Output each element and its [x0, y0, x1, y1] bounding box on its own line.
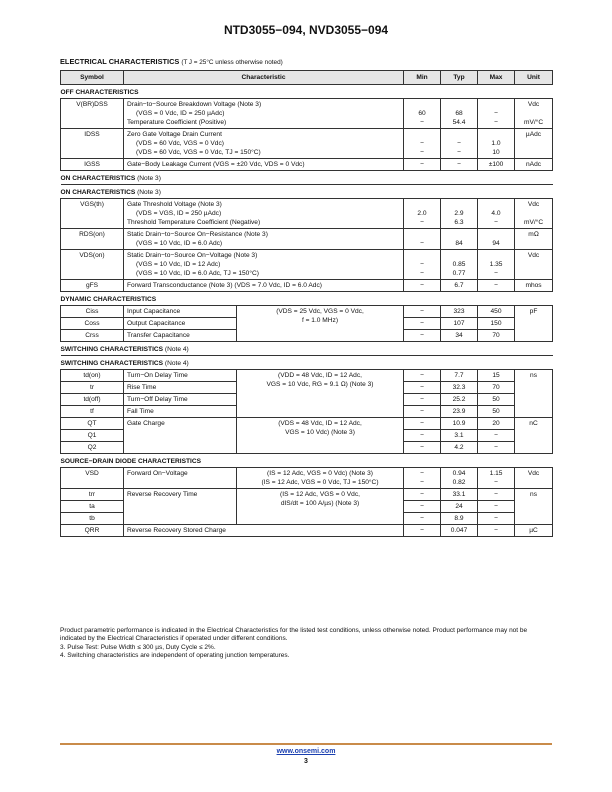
typ-cell: 107 [441, 318, 478, 330]
value: 0.85 [452, 261, 466, 268]
min-cell: − [404, 418, 441, 430]
value: − [420, 149, 424, 156]
symbol-cell: ta [61, 501, 124, 513]
condition-line: VGS = 10 Vdc, RG = 9.1 Ω) (Note 3) [266, 381, 374, 388]
min-cell [404, 199, 441, 229]
condition-line: (VDS = 48 Vdc, ID = 12 Adc, [278, 420, 362, 427]
symbol-cell: gFS [61, 280, 124, 292]
min-cell: − [404, 442, 441, 454]
characteristic-cell: Forward Transconductance (Note 3) (VDS = 7.0 Vdc, ID = 6.0 Adc) [124, 280, 404, 292]
typ-cell [441, 99, 478, 129]
unit-cell: pF [515, 306, 553, 342]
section-note: (Note 4) [164, 360, 189, 367]
value: − [420, 240, 424, 247]
value: Vdc [527, 101, 540, 108]
condition-cell [237, 418, 404, 454]
unit-cell: Vdc [515, 250, 553, 280]
section-label: ON CHARACTERISTICS [60, 189, 136, 196]
condition-line: (IS = 12 Adc, VGS = 0 Vdc, [280, 491, 360, 498]
min-cell: − [404, 306, 441, 318]
max-cell [478, 468, 515, 489]
typ-cell: 23.9 [441, 406, 478, 418]
section-dynamic: DYNAMIC CHARACTERISTICS [61, 292, 553, 306]
typ-cell: 323 [441, 306, 478, 318]
characteristic-cell [124, 129, 404, 159]
section-row [61, 356, 553, 370]
min-cell: − [404, 159, 441, 171]
value: − [494, 270, 498, 277]
footnote-3: 3. Pulse Test: Pulse Width ≤ 300 µs, Duty Cycle ≤ 2%. [60, 643, 216, 651]
characteristic-cell: Gate−Body Leakage Current (VGS = ±20 Vdc, VDS = 0 Vdc) [124, 159, 404, 171]
condition-line: f = 1.0 MHz) [301, 317, 339, 324]
header-symbol: Symbol [61, 71, 124, 85]
max-cell: 50 [478, 406, 515, 418]
value: 60 [418, 110, 426, 117]
condition-line: (VGS = 10 Vdc, ID = 6.0 Adc, TJ = 150°C) [136, 270, 259, 277]
typ-cell: 3.1 [441, 430, 478, 442]
value: − [494, 219, 498, 226]
symbol-cell: tr [61, 382, 124, 394]
table-row [61, 306, 553, 318]
characteristic-cell: Transfer Capacitance [124, 330, 237, 342]
header-max: Max [478, 71, 515, 85]
value: 4.0 [491, 210, 501, 217]
value: − [420, 140, 424, 147]
min-cell [404, 129, 441, 159]
table-row [61, 199, 553, 229]
max-cell: 15 [478, 370, 515, 382]
max-cell: − [478, 442, 515, 454]
section-label: ON CHARACTERISTICS [60, 175, 136, 182]
typ-cell: 8.9 [441, 513, 478, 525]
value: 0.82 [452, 479, 466, 486]
min-cell: − [404, 330, 441, 342]
char-line: Zero Gate Voltage Drain Current [127, 131, 222, 138]
table-row [61, 99, 553, 129]
symbol-cell: RDS(on) [61, 229, 124, 250]
footnote-4: 4. Switching characteristics are independent of operating junction temperatures. [60, 651, 290, 659]
typ-cell: 33.1 [441, 489, 478, 501]
condition-line: (VGS = 10 Vdc, ID = 6.0 Adc) [136, 240, 223, 247]
section-off: OFF CHARACTERISTICS [61, 85, 553, 99]
section-switching-a [61, 342, 553, 356]
section-title [60, 57, 283, 66]
typ-cell: 0.047 [441, 525, 478, 537]
section-on-a [61, 171, 553, 185]
max-cell: − [478, 513, 515, 525]
table-row [61, 159, 553, 171]
characteristic-cell: Input Capacitance [124, 306, 237, 318]
value: 2.9 [454, 210, 464, 217]
value: − [457, 149, 461, 156]
typ-cell [441, 129, 478, 159]
value: 0.77 [452, 270, 466, 277]
table-row [61, 468, 553, 489]
min-cell: − [404, 394, 441, 406]
characteristic-cell: Forward On−Voltage [124, 468, 237, 489]
max-cell: − [478, 501, 515, 513]
typ-cell: 34 [441, 330, 478, 342]
symbol-cell: VGS(th) [61, 199, 124, 229]
table-row [61, 229, 553, 250]
characteristic-cell: Rise Time [124, 382, 237, 394]
condition-cell [237, 306, 404, 342]
value: − [420, 261, 424, 268]
section-row [61, 454, 553, 468]
value: 6.3 [454, 219, 464, 226]
min-cell [404, 229, 441, 250]
symbol-cell: VDS(on) [61, 250, 124, 280]
symbol-cell: Coss [61, 318, 124, 330]
unit-cell: µC [515, 525, 553, 537]
condition-line: (VGS = 10 Vdc, ID = 12 Adc) [136, 261, 221, 268]
unit-cell: ns [515, 489, 553, 525]
value: 84 [455, 240, 463, 247]
condition-line: (VDD = 48 Vdc, ID = 12 Adc, [278, 372, 362, 379]
typ-cell: 24 [441, 501, 478, 513]
unit-cell: mhos [515, 280, 553, 292]
value: Vdc [527, 201, 540, 208]
section-note: (Note 3) [137, 189, 161, 196]
typ-cell [441, 468, 478, 489]
table-row [61, 370, 553, 382]
value: 2.0 [417, 210, 427, 217]
characteristic-cell: Turn−Off Delay Time [124, 394, 237, 406]
symbol-cell: IGSS [61, 159, 124, 171]
char-line: Drain−to−Source Breakdown Voltage (Note 3) [127, 101, 262, 108]
max-cell: 150 [478, 318, 515, 330]
characteristic-cell: Reverse Recovery Stored Charge [124, 525, 404, 537]
unit-cell: nC [515, 418, 553, 454]
value: mV/°C [523, 219, 544, 226]
max-cell [478, 129, 515, 159]
min-cell: − [404, 382, 441, 394]
characteristic-cell: Fall Time [124, 406, 237, 418]
char-line: Static Drain−to−Source On−Resistance (Note 3) [127, 231, 268, 238]
min-cell: − [404, 370, 441, 382]
page-number: 3 [304, 758, 308, 765]
typ-cell: 7.7 [441, 370, 478, 382]
characteristic-cell: Gate Charge [124, 418, 237, 454]
page-title: NTD3055−094, NVD3055−094 [223, 23, 389, 37]
section-label: SWITCHING CHARACTERISTICS [60, 360, 164, 367]
section-note: (Note 4) [164, 346, 189, 353]
footer-rule [60, 743, 552, 745]
footer-link[interactable]: www.onsemi.com [276, 748, 336, 755]
typ-cell: 10.9 [441, 418, 478, 430]
section-row [61, 85, 553, 99]
condition-cell [237, 370, 404, 418]
symbol-cell: tb [61, 513, 124, 525]
value: − [420, 479, 424, 486]
section-row [61, 292, 553, 306]
min-cell: − [404, 513, 441, 525]
min-cell: − [404, 406, 441, 418]
min-cell: − [404, 489, 441, 501]
characteristic-cell: Turn−On Delay Time [124, 370, 237, 382]
max-cell: ±100 [478, 159, 515, 171]
symbol-cell: tf [61, 406, 124, 418]
condition-line: (VDS = 25 Vdc, VGS = 0 Vdc, [276, 308, 364, 315]
condition-line: (VDS = VGS, ID = 250 µAdc) [136, 210, 222, 217]
condition-line: dIS/dt = 100 A/µs) (Note 3) [280, 500, 360, 507]
symbol-cell: td(off) [61, 394, 124, 406]
unit-cell: mΩ [515, 229, 553, 250]
characteristic-cell [124, 199, 404, 229]
min-cell: − [404, 430, 441, 442]
unit-cell [515, 99, 553, 129]
table-row [61, 129, 553, 159]
unit-cell: Vdc [515, 468, 553, 489]
section-on-b [61, 185, 553, 199]
symbol-cell: td(on) [61, 370, 124, 382]
header-characteristic: Characteristic [124, 71, 404, 85]
value: 1.15 [489, 470, 503, 477]
char-line: Temperature Coefficient (Positive) [127, 119, 227, 126]
value: 94 [492, 240, 500, 247]
unit-cell: µAdc [515, 129, 553, 159]
min-cell [404, 250, 441, 280]
max-cell: 50 [478, 394, 515, 406]
table-row [61, 489, 553, 501]
footnote-disclaimer: Product parametric performance is indicated in the Electrical Characteristics for the listed test conditions, unless otherwise noted. Product performance may not be indicated by the Electrical Characteristics if operated under different conditions. [60, 627, 528, 643]
section-title-label: ELECTRICAL CHARACTERISTICS [60, 57, 180, 66]
table-row [61, 418, 553, 430]
symbol-cell: V(BR)DSS [61, 99, 124, 129]
min-cell [404, 468, 441, 489]
value: 0.94 [452, 470, 466, 477]
value: − [420, 470, 424, 477]
value: − [494, 110, 498, 117]
typ-cell [441, 199, 478, 229]
symbol-cell: Q2 [61, 442, 124, 454]
section-row [61, 342, 553, 356]
table-row [61, 250, 553, 280]
symbol-cell: QT [61, 418, 124, 430]
value: 54.4 [452, 119, 466, 126]
condition-cell [237, 489, 404, 525]
characteristic-cell: Output Capacitance [124, 318, 237, 330]
typ-cell [441, 250, 478, 280]
min-cell: − [404, 318, 441, 330]
symbol-cell: QRR [61, 525, 124, 537]
value: 10 [492, 149, 500, 156]
characteristic-cell [124, 229, 404, 250]
max-cell: − [478, 430, 515, 442]
condition-line: (VDS = 60 Vdc, VGS = 0 Vdc) [136, 140, 224, 147]
symbol-cell: trr [61, 489, 124, 501]
typ-cell: 25.2 [441, 394, 478, 406]
char-line: Threshold Temperature Coefficient (Negative) [127, 219, 261, 226]
value: − [420, 219, 424, 226]
symbol-cell: IDSS [61, 129, 124, 159]
symbol-cell: VSD [61, 468, 124, 489]
header-typ: Typ [441, 71, 478, 85]
min-cell: − [404, 501, 441, 513]
min-cell: − [404, 525, 441, 537]
electrical-characteristics-table [60, 70, 553, 537]
value: 68 [455, 110, 463, 117]
max-cell [478, 99, 515, 129]
typ-cell: 4.2 [441, 442, 478, 454]
footnotes [60, 627, 554, 660]
unit-cell [515, 199, 553, 229]
unit-cell: nAdc [515, 159, 553, 171]
max-cell: − [478, 489, 515, 501]
characteristic-cell: Reverse Recovery Time [124, 489, 237, 525]
value: − [420, 119, 424, 126]
min-cell [404, 99, 441, 129]
section-note: (Note 3) [137, 175, 161, 182]
characteristic-cell [124, 99, 404, 129]
condition-line: VGS = 10 Vdc) (Note 3) [285, 429, 355, 436]
characteristic-cell [124, 250, 404, 280]
header-unit: Unit [515, 71, 553, 85]
char-line: Static Drain−to−Source On−Voltage (Note 3) [127, 252, 258, 259]
table-row [61, 280, 553, 292]
typ-cell: 6.7 [441, 280, 478, 292]
unit-cell: ns [515, 370, 553, 418]
value: − [457, 140, 461, 147]
symbol-cell: Crss [61, 330, 124, 342]
max-cell [478, 229, 515, 250]
max-cell: 70 [478, 330, 515, 342]
max-cell [478, 250, 515, 280]
section-title-note: (T J = 25°C unless otherwise noted) [181, 59, 283, 66]
max-cell: 70 [478, 382, 515, 394]
max-cell: − [478, 525, 515, 537]
max-cell [478, 199, 515, 229]
symbol-cell: Ciss [61, 306, 124, 318]
value: 1.0 [491, 140, 501, 147]
table-row [61, 525, 553, 537]
typ-cell: − [441, 159, 478, 171]
section-row [61, 171, 553, 185]
condition-line: (IS = 12 Adc, VGS = 0 Vdc, TJ = 150°C) [261, 479, 379, 486]
max-cell: − [478, 280, 515, 292]
max-cell: 450 [478, 306, 515, 318]
condition-cell [237, 468, 404, 489]
condition-line: (IS = 12 Adc, VGS = 0 Vdc) (Note 3) [267, 470, 373, 477]
value: 1.35 [489, 261, 503, 268]
table-header-row [61, 71, 553, 85]
value: − [420, 270, 424, 277]
value: − [494, 479, 498, 486]
value: mV/°C [523, 119, 544, 126]
symbol-cell: Q1 [61, 430, 124, 442]
max-cell: 20 [478, 418, 515, 430]
value: − [494, 119, 498, 126]
typ-cell [441, 229, 478, 250]
section-switching-b [61, 356, 553, 370]
condition-line: (VGS = 0 Vdc, ID = 250 µAdc) [136, 110, 225, 117]
section-row [61, 185, 553, 199]
section-diode: SOURCE−DRAIN DIODE CHARACTERISTICS [61, 454, 553, 468]
char-line: Gate Threshold Voltage (Note 3) [127, 201, 222, 208]
typ-cell: 32.3 [441, 382, 478, 394]
section-label: SWITCHING CHARACTERISTICS [60, 346, 164, 353]
condition-line: (VDS = 60 Vdc, VGS = 0 Vdc, TJ = 150°C) [136, 149, 261, 156]
min-cell: − [404, 280, 441, 292]
header-min: Min [404, 71, 441, 85]
